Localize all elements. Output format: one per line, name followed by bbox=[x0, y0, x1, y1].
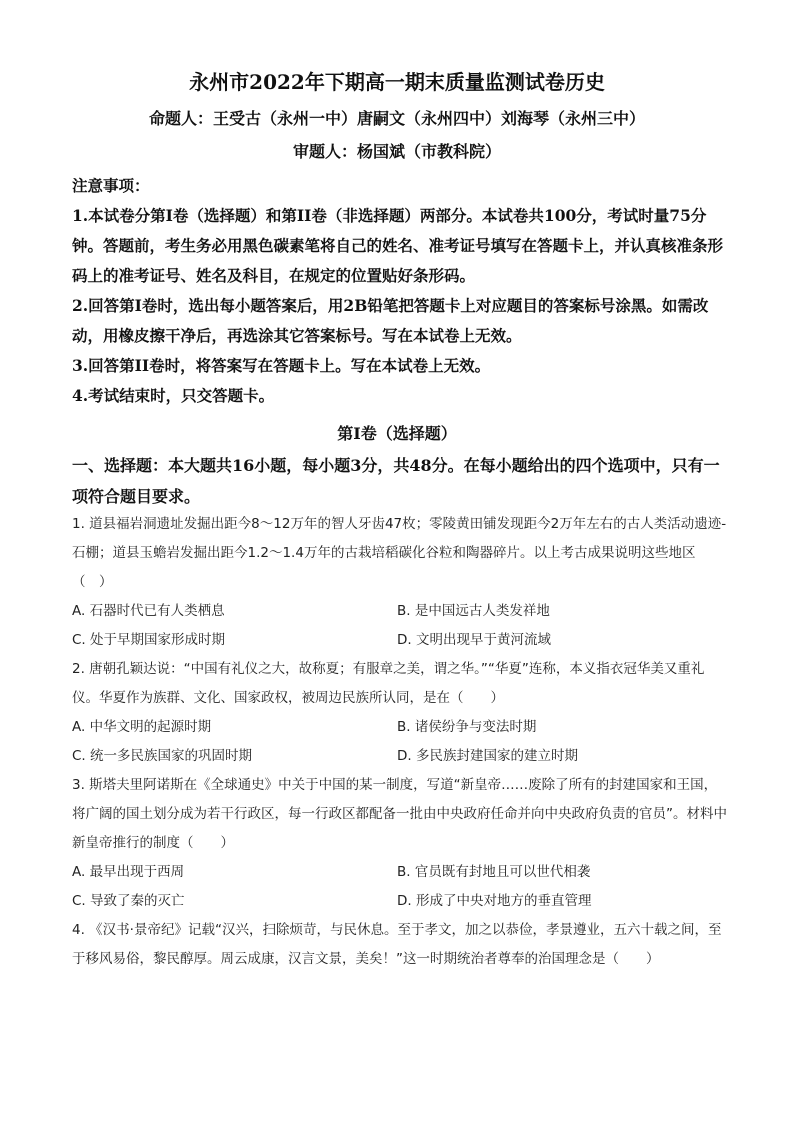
exam-title: 永州市2022年下期高一期末质量监测试卷历史 bbox=[189, 70, 605, 94]
section-title: 第I卷（选择题） bbox=[337, 424, 457, 443]
questions-list bbox=[72, 510, 727, 974]
option-grid bbox=[72, 597, 727, 655]
question-3 bbox=[72, 771, 727, 916]
note-item-3: 3.回答第II卷时，将答案写在答题卡上。写在本试卷上无效。 bbox=[72, 356, 491, 375]
note-item-4: 4.考试结束时，只交答题卡。 bbox=[72, 386, 275, 405]
option-d: D. 多民族封建国家的建立时期 bbox=[397, 748, 578, 764]
option-a: A. 石器时代已有人类栖息 bbox=[72, 603, 225, 619]
note-item-2: 2.回答第I卷时，选出每小题答案后，用2B铅笔把答题卡上对应题目的答案标号涂黑。如需改动，用橡皮擦干净后，再选涂其它答案标号。写在本试卷上无效。 bbox=[72, 296, 709, 345]
question-stem: 1. 道县福岩洞遗址发掘出距今8～12万年的智人牙齿47枚；零陵黄田铺发现距今2万年左右的古人类活动遗迹-石棚；道县玉蟾岩发掘出距今1.2～1.4万年的古栽培稻碳化谷粒和陶器碎片。以上考古成果说明这些地区（ ） bbox=[72, 516, 727, 590]
option-b: B. 诸侯纷争与变法时期 bbox=[397, 719, 537, 735]
option-a: A. 中华文明的起源时期 bbox=[72, 719, 212, 735]
option-b: B. 官员既有封地且可以世代相袭 bbox=[397, 864, 591, 880]
option-d: D. 文明出现早于黄河流域 bbox=[397, 632, 551, 648]
notes-block bbox=[72, 171, 732, 411]
question-2 bbox=[72, 655, 727, 771]
reviewer-line: 审题人：杨国斌（市教科院） bbox=[292, 142, 501, 161]
option-d: D. 形成了中央对地方的垂直管理 bbox=[397, 893, 592, 909]
part-heading: 一、选择题：本大题共16小题，每小题3分，共48分。在每小题给出的四个选项中，只有一项符合题目要求。 bbox=[72, 456, 720, 506]
question-4 bbox=[72, 916, 727, 974]
option-grid bbox=[72, 858, 727, 916]
notes-heading: 注意事项： bbox=[72, 176, 150, 195]
option-c: C. 处于早期国家形成时期 bbox=[72, 632, 226, 648]
question-stem: 2. 唐朝孔颖达说：“中国有礼仪之大，故称夏；有服章之美，谓之华。”“华夏”连称，本义指衣冠华美又重礼仪。华夏作为族群、文化、国家政权，被周边民族所认同，是在（ ） bbox=[72, 661, 705, 706]
question-stem: 4. 《汉书·景帝纪》记载“汉兴，扫除烦苛，与民休息。至于孝文，加之以恭俭，孝景遵业，五六十载之间，至于移风易俗，黎民醇厚。周云成康，汉言文景，美矣！”这一时期统治者尊奉的治国理念是（ ） bbox=[72, 922, 722, 967]
option-c: C. 导致了秦的灭亡 bbox=[72, 893, 185, 909]
option-a: A. 最早出现于西周 bbox=[72, 864, 185, 880]
option-grid bbox=[72, 713, 727, 771]
note-item-1: 1.本试卷分第I卷（选择题）和第II卷（非选择题）两部分。本试卷共100分，考试时量75分钟。答题前，考生务必用黑色碳素笔将自己的姓名、准考证号填写在答题卡上，并认真核准条形码上的准考证号、姓名及科目，在规定的位置贴好条形码。 bbox=[72, 206, 724, 285]
authors-line: 命题人：王受古（永州一中）唐嗣文（永州四中）刘海琴（永州三中） bbox=[148, 109, 645, 128]
question-1 bbox=[72, 510, 727, 655]
option-b: B. 是中国远古人类发祥地 bbox=[397, 603, 550, 619]
option-c: C. 统一多民族国家的巩固时期 bbox=[72, 748, 253, 764]
question-stem: 3. 斯塔夫里阿诺斯在《全球通史》中关于中国的某一制度，写道“新皇帝……废除了所有的封建国家和王国，将广阔的国土划分成为若干行政区，每一行政区都配备一批由中央政府任命并向中央政府负责的官员”。材料中新皇帝推行的制度（ ） bbox=[72, 777, 727, 851]
